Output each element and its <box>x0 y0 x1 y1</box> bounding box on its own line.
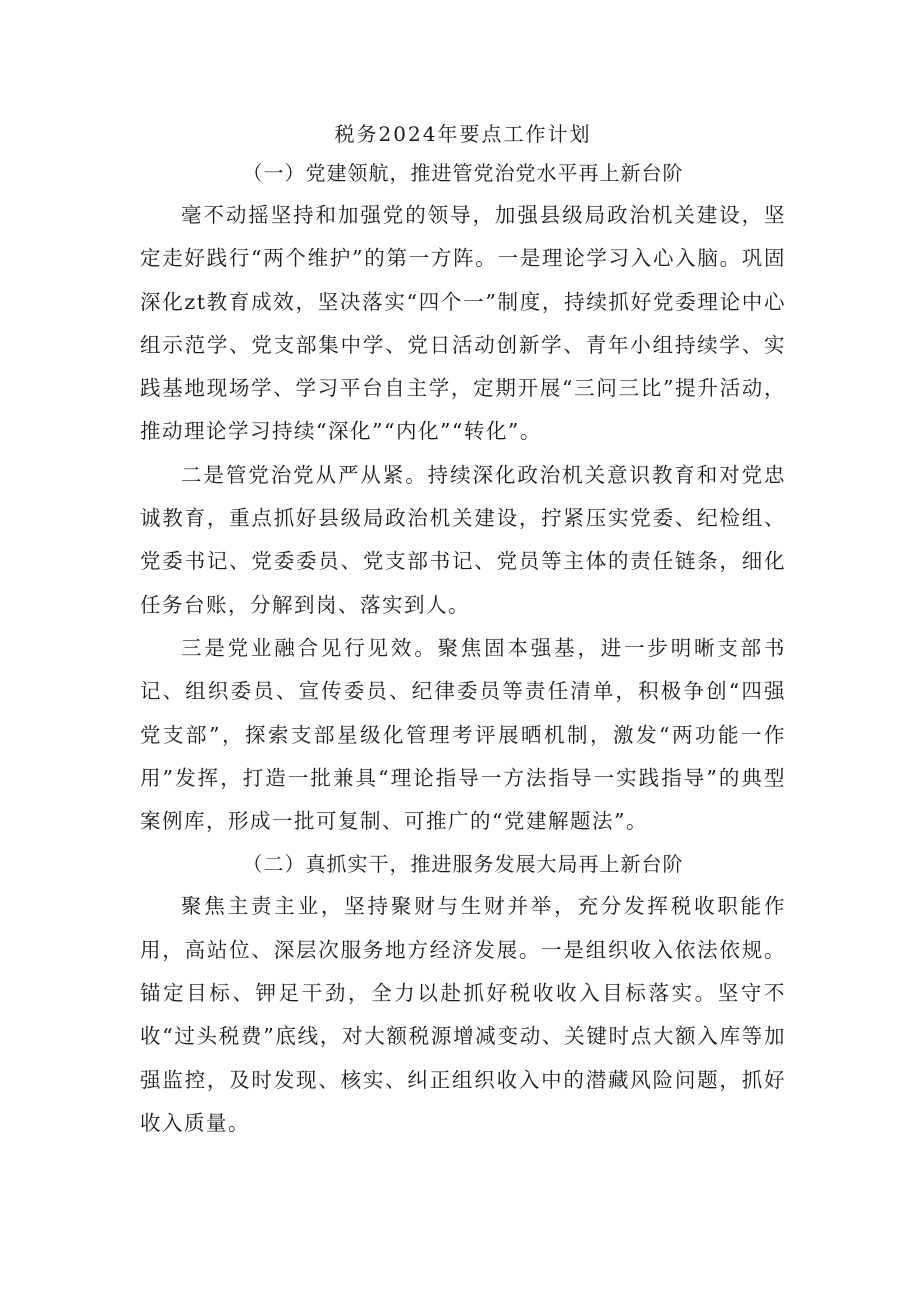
paragraph: 二是管党治党从严从紧。持续深化政治机关意识教育和对党忠诚教育，重点抓好县级局政治机关建设，拧紧压实党委、纪检组、党委书记、党委委员、党支部书记、党员等主体的责任链条，细化任务台账，分解到岗、落实到人。 <box>140 462 786 617</box>
section-heading: （二）真抓实干，推进服务发展大局再上新台阶 <box>242 852 684 877</box>
paragraph: 聚焦主责主业，坚持聚财与生财并举，充分发挥税收职能作用，高站位、深层次服务地方经济发展。一是组织收入依法依规。锚定目标、钾足干劲，全力以赴抓好税收收入目标落实。坚守不收“过头税费”底线，对大额税源增减变动、关键时点大额入库等加强监控，及时发现、核实、纠正组织收入中的潜藏风险问题，抓好收入质量。 <box>140 894 786 1135</box>
document-title: 税务2024年要点工作计划 <box>334 122 592 146</box>
document-body <box>140 116 786 1145</box>
paragraph: 三是党业融合见行见效。聚焦固本强基，进一步明晰支部书记、组织委员、宣传委员、纪律委员等责任清单，积极争创“四强党支部”，探索支部星级化管理考评展晒机制，激发“两功能一作用”发挥，打造一批兼具“理论指导一方法指导一实践指导”的典型案例库，形成一批可复制、可推广的“党建解题法”。 <box>140 635 786 834</box>
section-2 <box>140 843 786 1145</box>
section-1 <box>140 152 786 843</box>
paragraph: 毫不动摇坚持和加强党的领导，加强县级局政治机关建设，坚定走好践行“两个维护”的第一方阵。一是理论学习入心入脑。巩固深化zt教育成效，坚决落实“四个一”制度，持续抓好党委理论中心组示范学、党支部集中学、党日活动创新学、青年小组持续学、实践基地现场学、学习平台自主学，定期开展“三问三比”提升活动，推动理论学习持续“深化”“内化”“转化”。 <box>140 203 786 444</box>
section-heading: （一）党建领航，推进管党治党水平再上新台阶 <box>242 161 684 185</box>
